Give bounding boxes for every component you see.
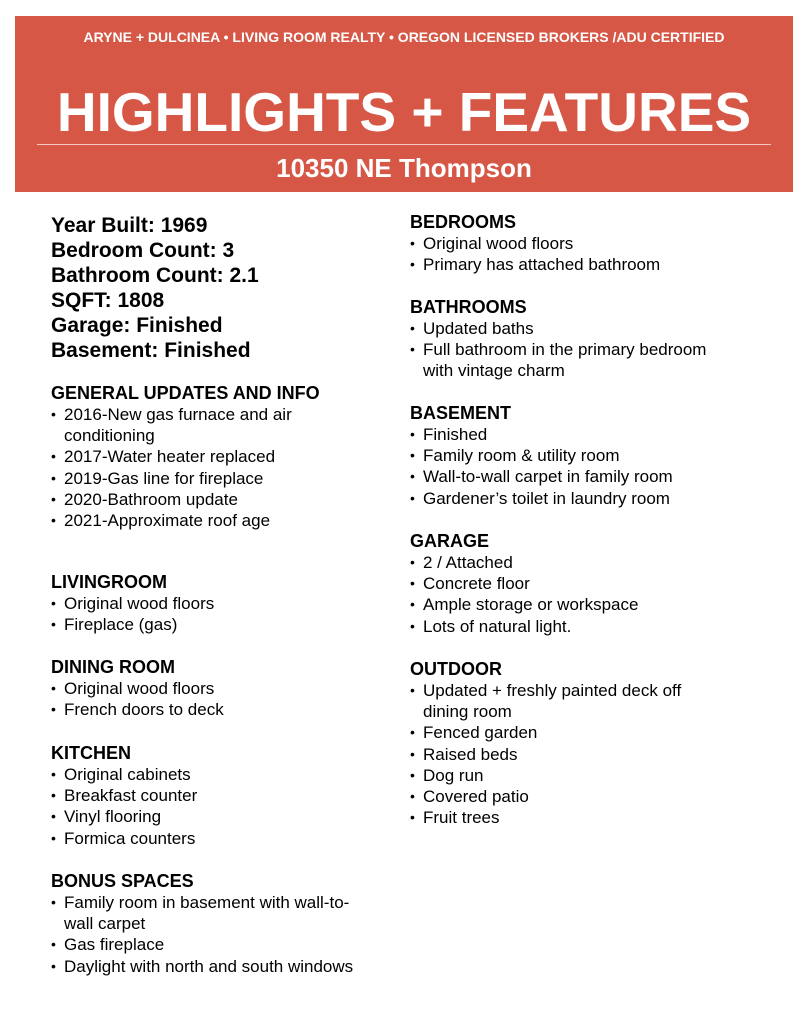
bullet-icon: •	[51, 894, 56, 910]
property-stats	[51, 213, 259, 363]
feature-item	[51, 510, 371, 531]
bullet-icon: •	[410, 809, 415, 826]
feature-item	[51, 468, 371, 489]
feature-item	[410, 786, 720, 807]
section-basement	[410, 403, 720, 509]
feature-item	[410, 466, 720, 487]
feature-text: Covered patio	[423, 787, 529, 807]
bullet-icon: •	[410, 682, 415, 698]
feature-item	[410, 765, 720, 786]
stat-basement: Basement: Finished	[51, 339, 251, 362]
feature-text: Wall-to-wall carpet in family room	[423, 467, 673, 487]
bullet-icon: •	[51, 595, 56, 611]
section-kitchen	[51, 743, 371, 849]
feature-text: 2 / Attached	[423, 553, 513, 572]
feature-text: 2020-Bathroom update	[64, 489, 238, 509]
bullet-icon: •	[51, 680, 56, 696]
bullet-icon: •	[410, 596, 415, 613]
bullet-icon: •	[410, 256, 415, 273]
feature-list	[51, 404, 371, 531]
bullet-icon: •	[410, 320, 415, 336]
section-dining-room	[51, 657, 371, 720]
section-general-updates-and-info	[51, 383, 371, 531]
feature-text: 2019-Gas line for fireplace	[64, 468, 264, 488]
bullet-icon: •	[410, 788, 415, 805]
feature-item	[51, 892, 371, 934]
feature-item	[51, 489, 371, 510]
feature-item	[51, 699, 371, 720]
feature-text: Fruit trees	[423, 808, 500, 828]
bullet-icon: •	[410, 468, 415, 485]
feature-item	[51, 806, 371, 827]
feature-list	[410, 424, 720, 509]
bullet-icon: •	[51, 406, 56, 422]
stat-year-built: Year Built: 1969	[51, 214, 208, 237]
feature-text: 2016-New gas furnace and air conditioning	[64, 405, 292, 446]
bullet-icon: •	[410, 489, 415, 506]
feature-item	[51, 785, 371, 806]
feature-item	[51, 404, 371, 446]
feature-text: Vinyl flooring	[64, 807, 162, 827]
bullet-icon: •	[51, 957, 56, 974]
feature-item	[51, 446, 371, 467]
section-heading: BASEMENT	[410, 403, 512, 423]
bullet-icon: •	[410, 426, 415, 442]
feature-item	[410, 233, 720, 254]
feature-text: Gardener’s toilet in laundry room	[423, 488, 670, 508]
feature-text: Daylight with north and south windows	[64, 956, 354, 976]
feature-item	[51, 956, 371, 977]
feature-list	[410, 552, 720, 637]
feature-item	[410, 339, 720, 381]
feature-item	[410, 488, 720, 509]
bullet-icon: •	[51, 512, 56, 529]
feature-text: Lots of natural light.	[423, 616, 572, 636]
feature-text: 2021-Approximate roof age	[64, 511, 271, 531]
feature-list	[410, 318, 720, 382]
bullet-icon: •	[51, 829, 56, 846]
feature-text: French doors to deck	[64, 700, 224, 720]
section-heading: KITCHEN	[51, 743, 131, 763]
title-divider	[37, 144, 771, 145]
feature-list	[51, 764, 371, 849]
feature-item	[410, 254, 720, 275]
feature-text: 2017-Water heater replaced	[64, 447, 276, 467]
feature-text: Finished	[423, 425, 488, 444]
bullet-icon: •	[410, 341, 415, 358]
feature-item	[410, 424, 720, 445]
feature-item	[410, 573, 720, 594]
feature-item	[410, 552, 720, 573]
bullet-icon: •	[410, 724, 415, 741]
feature-item	[410, 594, 720, 615]
feature-item	[410, 722, 720, 743]
property-address: 10350 NE Thompson	[276, 153, 532, 183]
feature-text: Fireplace (gas)	[64, 615, 178, 635]
bullet-icon: •	[410, 447, 415, 464]
bullet-icon: •	[51, 766, 56, 782]
page-title: HIGHLIGHTS + FEATURES	[56, 81, 752, 143]
feature-list	[410, 233, 720, 275]
feature-text: Dog run	[423, 765, 484, 785]
feature-text: Formica counters	[64, 828, 196, 848]
stat-bedroom-count: Bedroom Count: 3	[51, 239, 235, 262]
bullet-icon: •	[410, 766, 415, 783]
feature-text: Raised beds	[423, 744, 518, 764]
section-heading: BONUS SPACES	[51, 871, 194, 891]
feature-text: Original cabinets	[64, 765, 191, 784]
section-bonus-spaces	[51, 871, 371, 977]
feature-item	[51, 764, 371, 785]
feature-list	[51, 678, 371, 720]
bullet-icon: •	[51, 490, 56, 507]
stat-garage: Garage: Finished	[51, 314, 223, 337]
feature-item	[410, 680, 720, 722]
feature-text: Family room in basement with wall-to-wall carpet	[64, 893, 350, 934]
feature-text: Ample storage or workspace	[423, 595, 639, 615]
feature-text: Updated + freshly painted deck off dining room	[423, 681, 682, 722]
bullet-icon: •	[410, 745, 415, 762]
feature-item	[410, 744, 720, 765]
feature-item	[410, 445, 720, 466]
section-garage	[410, 531, 720, 637]
stat-sqft: SQFT: 1808	[51, 289, 165, 312]
feature-text: Fenced garden	[423, 723, 538, 743]
feature-text: Gas fireplace	[64, 935, 165, 955]
section-bathrooms	[410, 297, 720, 382]
feature-item	[51, 593, 371, 614]
bullet-icon: •	[51, 701, 56, 718]
feature-text: Family room & utility room	[423, 446, 620, 466]
section-heading: GENERAL UPDATES AND INFO	[51, 383, 320, 403]
section-bedrooms	[410, 212, 720, 275]
bullet-icon: •	[51, 787, 56, 804]
feature-item	[51, 934, 371, 955]
feature-text: Original wood floors	[64, 679, 215, 698]
section-heading: BATHROOMS	[410, 297, 527, 317]
feature-text: Primary has attached bathroom	[423, 255, 661, 275]
feature-text: Original wood floors	[423, 234, 574, 253]
feature-text: Original wood floors	[64, 594, 215, 613]
section-heading: BEDROOMS	[410, 212, 517, 232]
stat-bathroom-count: Bathroom Count: 2.1	[51, 264, 259, 287]
section-heading: OUTDOOR	[410, 659, 502, 679]
section-outdoor	[410, 659, 720, 828]
feature-item	[410, 616, 720, 637]
feature-list	[410, 680, 720, 828]
bullet-icon: •	[51, 808, 56, 825]
feature-text: Breakfast counter	[64, 786, 198, 806]
feature-text: Concrete floor	[423, 574, 530, 594]
section-heading: GARAGE	[410, 531, 490, 551]
bullet-icon: •	[410, 575, 415, 592]
feature-item	[51, 614, 371, 635]
feature-list	[51, 593, 371, 635]
bullet-icon: •	[51, 616, 56, 633]
bullet-icon: •	[51, 469, 56, 486]
feature-item	[410, 807, 720, 828]
feature-item	[51, 678, 371, 699]
section-heading: LIVINGROOM	[51, 572, 167, 592]
feature-item	[410, 318, 720, 339]
bullet-icon: •	[410, 235, 415, 251]
feature-text: Full bathroom in the primary bedroom with vintage charm	[423, 340, 707, 381]
feature-text: Updated baths	[423, 319, 534, 338]
bullet-icon: •	[51, 936, 56, 953]
section-livingroom	[51, 572, 371, 635]
feature-list	[51, 892, 371, 977]
bullet-icon: •	[410, 617, 415, 634]
bullet-icon: •	[51, 448, 56, 465]
brokerage-tagline: ARYNE + DULCINEA • LIVING ROOM REALTY • OREGON LICENSED BROKERS /ADU CERTIFIED	[83, 29, 725, 45]
bullet-icon: •	[410, 554, 415, 570]
feature-item	[51, 828, 371, 849]
section-heading: DINING ROOM	[51, 657, 175, 677]
header-banner	[15, 16, 793, 192]
